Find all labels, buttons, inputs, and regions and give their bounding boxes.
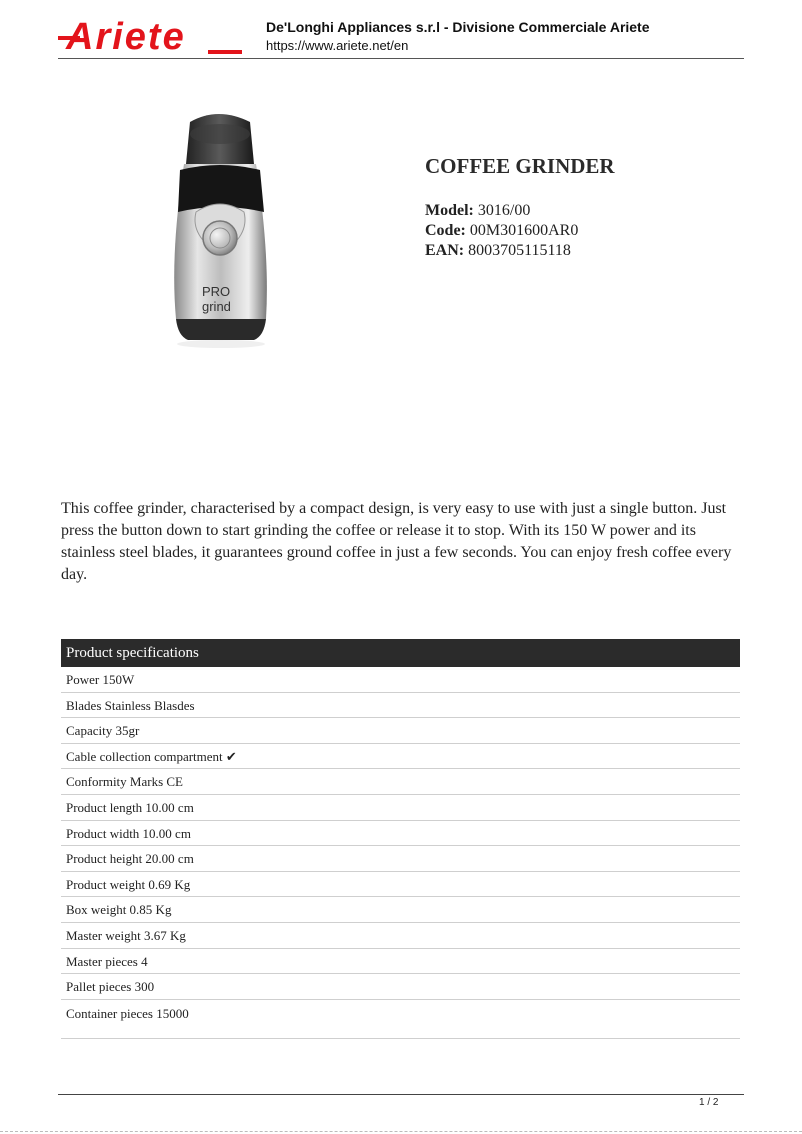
spec-row: Product length 10.00 cm — [61, 795, 740, 821]
spec-row: Capacity 35gr — [61, 718, 740, 744]
spec-row: Product weight 0.69 Kg — [61, 872, 740, 898]
page-edge-divider — [0, 1131, 802, 1132]
spec-row: Cable collection compartment ✔ — [61, 744, 740, 770]
spec-row: Pallet pieces 300 — [61, 974, 740, 1000]
page-number: 1 / 2 — [699, 1097, 719, 1108]
spec-row: Power 150W — [61, 667, 740, 693]
coffee-grinder-image — [158, 104, 288, 384]
model-value: 3016/00 — [477, 202, 531, 219]
model-label: Model: — [425, 202, 474, 219]
code-line — [425, 222, 578, 240]
ariete-logo — [58, 14, 244, 58]
header-divider — [58, 58, 744, 59]
image-label-grind: grind — [202, 299, 231, 314]
spec-row: Blades Stainless Blasdes — [61, 693, 740, 719]
product-description: This coffee grinder, characterised by a compact design, is very easy to use with just a single button. Just press the button down to start grinding the coffee or release it to stop. With its 150 W power and its stainless steel blades, it guarantees ground coffee in just a few seconds. You can enjoy fresh coffee every day. — [61, 500, 732, 583]
spec-row: Conformity Marks CE — [61, 769, 740, 795]
logo-text: Ariete — [66, 16, 186, 58]
code-label: Code: — [425, 222, 466, 239]
product-title: COFFEE GRINDER — [425, 154, 615, 178]
footer-divider — [58, 1094, 744, 1095]
spec-row: Product height 20.00 cm — [61, 846, 740, 872]
image-label-pro: PRO — [202, 284, 231, 299]
code-value: 00M301600AR0 — [469, 222, 579, 239]
specifications-table — [61, 639, 740, 1039]
ean-label: EAN: — [425, 242, 465, 259]
spec-row: Master weight 3.67 Kg — [61, 923, 740, 949]
ean-line — [425, 242, 571, 260]
company-url[interactable]: https://www.ariete.net/en — [266, 38, 409, 53]
spec-row: Box weight 0.85 Kg — [61, 897, 740, 923]
spec-row: Container pieces 15000 — [61, 1000, 740, 1039]
company-name: De'Longhi Appliances s.r.l - Divisione Commerciale Ariete — [266, 19, 650, 35]
spec-row: Product width 10.00 cm — [61, 821, 740, 847]
model-line — [425, 202, 530, 220]
spec-row: Master pieces 4 — [61, 949, 740, 975]
specifications-header: Product specifications — [61, 639, 740, 667]
ean-value: 8003705115118 — [468, 242, 571, 259]
